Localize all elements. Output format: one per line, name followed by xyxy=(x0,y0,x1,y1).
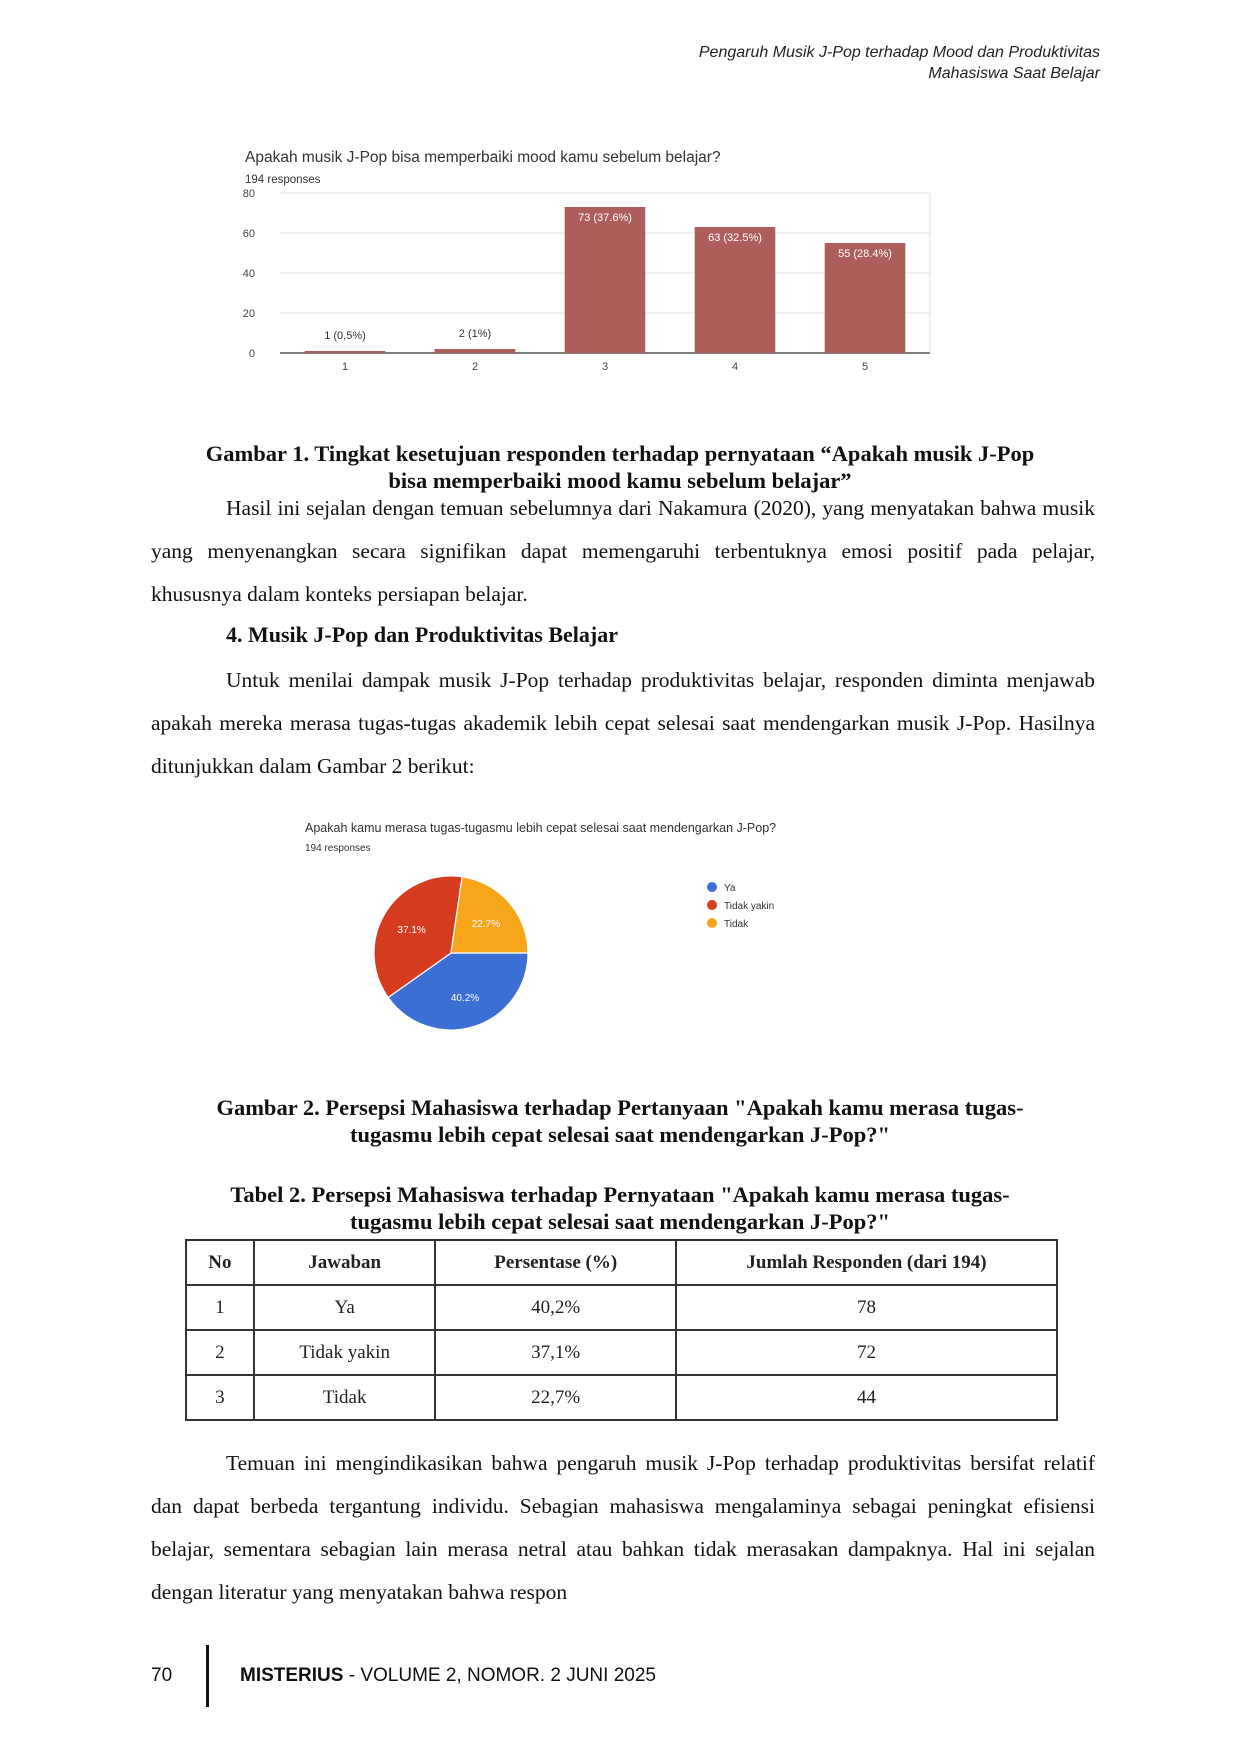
table-cell: Tidak xyxy=(254,1375,436,1420)
pie-legend-swatch xyxy=(707,900,717,910)
bar xyxy=(305,351,386,353)
pie-chart-title: Apakah kamu merasa tugas-tugasmu lebih cepat selesai saat mendengarkan J-Pop? xyxy=(305,821,777,835)
bar-chart-title: Apakah musik J-Pop bisa memperbaiki mood kamu sebelum belajar? xyxy=(245,149,721,166)
bar-data-label: 63 (32.5%) xyxy=(708,232,762,244)
pie-data-label: 22.7% xyxy=(471,918,501,930)
table-cell: 37,1% xyxy=(435,1330,675,1375)
figure-1-bar-chart xyxy=(235,140,1040,420)
bar xyxy=(435,349,516,353)
pie-legend-label: Ya xyxy=(724,883,736,894)
journal-name: MISTERIUS xyxy=(240,1665,344,1686)
bar-chart-x-tick-label: 2 xyxy=(471,361,479,373)
table-header-cell: Jawaban xyxy=(254,1240,436,1285)
pie-chart-subtitle: 194 responses xyxy=(305,843,371,854)
table-2-caption-line-1: Tabel 2. Persepsi Mahasiswa terhadap Pernyataan "Apakah kamu merasa tugas- xyxy=(230,1182,1010,1207)
table-cell: Ya xyxy=(254,1285,436,1330)
bar-data-label: 55 (28.4%) xyxy=(838,248,892,260)
bar-chart-x-tick-label: 1 xyxy=(341,361,349,373)
pie-chart-legend xyxy=(707,882,774,930)
table-cell: 3 xyxy=(186,1375,254,1420)
bar-chart-y-ticks xyxy=(243,188,255,360)
pie-legend-swatch xyxy=(707,882,717,892)
table-header-cell: Jumlah Responden (dari 194) xyxy=(676,1240,1057,1285)
figure-2-pie-chart xyxy=(300,815,900,1065)
bar-chart-subtitle: 194 responses xyxy=(245,174,321,186)
bar-chart-x-tick-label: 3 xyxy=(601,361,609,373)
table-cell: 78 xyxy=(676,1285,1057,1330)
table-cell: 40,2% xyxy=(435,1285,675,1330)
bar-chart-x-tick-label: 5 xyxy=(861,361,869,373)
journal-info xyxy=(240,1665,656,1687)
bar-data-label: 1 (0,5%) xyxy=(324,330,366,342)
running-head-line-1: Pengaruh Musik J-Pop terhadap Mood dan Produktivitas xyxy=(698,44,1100,61)
bar-chart-y-tick-label: 20 xyxy=(242,308,255,320)
table-2-caption-line-2: tugasmu lebih cepat selesai saat mendengarkan J-Pop?" xyxy=(349,1209,890,1234)
paragraph-2-text: Untuk menilai dampak musik J-Pop terhadap produktivitas belajar, responden diminta menjawab apakah mereka merasa tugas-tugas akademik lebih cepat selesai saat mendengarkan musik J-Pop. Hasilnya ditunjukkan dalam Gambar 2 berikut: xyxy=(151,668,1095,778)
table-cell: 2 xyxy=(186,1330,254,1375)
bar-chart-x-tick-label: 4 xyxy=(731,361,739,373)
bar-chart-x-ticks xyxy=(342,361,868,373)
running-head-line-2: Mahasiswa Saat Belajar xyxy=(928,65,1100,82)
table-row xyxy=(186,1285,1057,1330)
table-row xyxy=(186,1330,1057,1375)
pie-data-label: 37.1% xyxy=(397,924,426,936)
pie-data-label: 40.2% xyxy=(450,993,480,1005)
figure-2-caption-line-2: tugasmu lebih cepat selesai saat mendengarkan J-Pop?" xyxy=(349,1122,890,1147)
table-header-row xyxy=(186,1240,1057,1285)
bar xyxy=(695,227,776,353)
figure-1-caption-line-1: Gambar 1. Tingkat kesetujuan responden terhadap pernyataan “Apakah musik J-Pop xyxy=(205,441,1035,466)
table-2 xyxy=(185,1239,1058,1421)
table-cell: 44 xyxy=(676,1375,1057,1420)
table-header-cell: Persentase (%) xyxy=(435,1240,675,1285)
bar-chart-bars xyxy=(305,207,906,353)
pie-slice xyxy=(451,877,528,953)
pie-legend-swatch xyxy=(707,918,717,928)
footer-divider xyxy=(206,1645,209,1707)
section-heading-4: 4. Musik J-Pop dan Produktivitas Belajar xyxy=(226,622,618,647)
pie-legend-label: Tidak xyxy=(724,919,749,930)
bar-data-label: 73 (37.6%) xyxy=(578,212,632,224)
bar-chart-y-tick-label: 40 xyxy=(242,268,255,280)
pie-legend-label: Tidak yakin xyxy=(724,901,775,912)
bar-chart-y-tick-label: 80 xyxy=(242,188,255,200)
bar xyxy=(565,207,646,353)
figure-1-caption xyxy=(150,440,1090,494)
paragraph-3-text: Temuan ini mengindikasikan bahwa pengaruh musik J-Pop terhadap produktivitas bersifat relatif dan dapat berbeda tergantung individu. Sebagian mahasiswa mengalaminya sebagai peningkat efisiensi belajar, sementara sebagian lain merasa netral atau bahkan tidak merasakan dampaknya. Hal ini sejalan dengan literatur yang menyatakan bahwa respon xyxy=(151,1451,1095,1604)
page-number: 70 xyxy=(151,1665,173,1686)
table-cell: 1 xyxy=(186,1285,254,1330)
table-cell: 22,7% xyxy=(435,1375,675,1420)
bar-chart-y-tick-label: 0 xyxy=(248,348,255,360)
table-row xyxy=(186,1375,1057,1420)
figure-2-caption-line-1: Gambar 2. Persepsi Mahasiswa terhadap Pertanyaan "Apakah kamu merasa tugas- xyxy=(216,1095,1024,1120)
bar-chart-y-tick-label: 60 xyxy=(242,228,255,240)
table-cell: Tidak yakin xyxy=(254,1330,436,1375)
paragraph-1-text: Hasil ini sejalan dengan temuan sebelumnya dari Nakamura (2020), yang menyatakan bahwa musik yang menyenangkan secara signifikan dapat memengaruhi terbentuknya emosi positif pada pelajar, khususnya dalam konteks persiapan belajar. xyxy=(151,496,1095,606)
pie-chart-slices xyxy=(374,876,528,1030)
table-2-caption xyxy=(150,1181,1090,1235)
bar-data-label: 2 (1%) xyxy=(458,328,492,340)
table-cell: 72 xyxy=(676,1330,1057,1375)
figure-2-caption xyxy=(150,1094,1090,1148)
journal-issue: - VOLUME 2, NOMOR. 2 JUNI 2025 xyxy=(343,1665,656,1686)
running-head xyxy=(699,42,1100,84)
figure-1-caption-line-2: bisa memperbaiki mood kamu sebelum belajar” xyxy=(388,468,852,493)
paragraph-2 xyxy=(151,659,1095,788)
table-header-cell: No xyxy=(186,1240,254,1285)
paragraph-3 xyxy=(151,1442,1095,1614)
paragraph-1 xyxy=(151,487,1095,616)
